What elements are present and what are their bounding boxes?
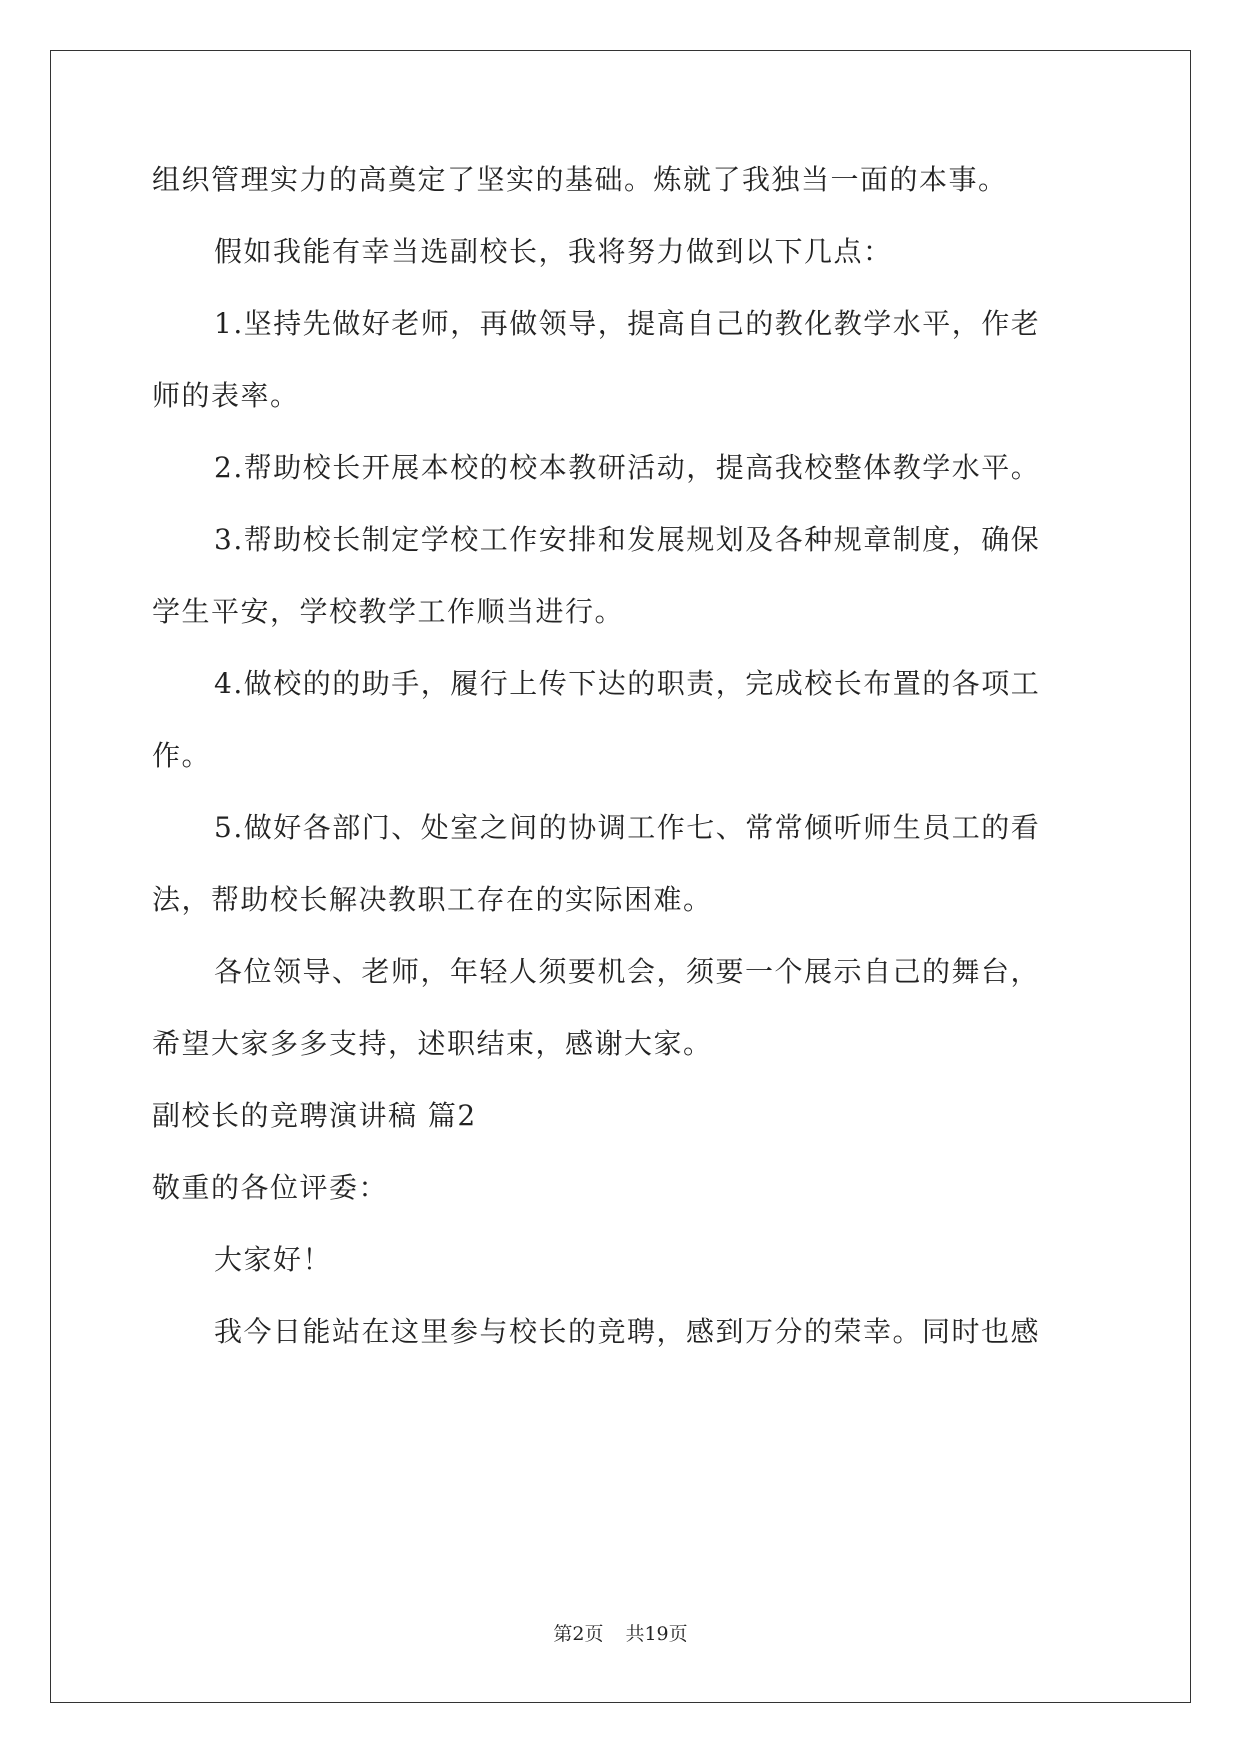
section-heading: 副校长的竞聘演讲稿 篇2 — [152, 1099, 477, 1132]
text-line: 组织管理实力的高奠定了坚实的基础。炼就了我独当一面的本事。 — [152, 163, 1008, 196]
text-line: 法，帮助校长解决教职工存在的实际困难。 — [152, 883, 713, 916]
greeting: 大家好！ — [214, 1243, 333, 1276]
page-border — [50, 50, 1191, 1703]
text-line: 4.做校的的助手，履行上传下达的职责，完成校长布置的各项工 — [214, 667, 1041, 700]
text-line: 作。 — [152, 739, 212, 772]
text-line: 5.做好各部门、处室之间的协调工作七、常常倾听师生员工的看 — [214, 811, 1041, 844]
salutation: 敬重的各位评委： — [152, 1171, 389, 1204]
text-line: 假如我能有幸当选副校长，我将努力做到以下几点： — [214, 235, 893, 268]
text-line: 希望大家多多支持，述职结束，感谢大家。 — [152, 1027, 713, 1060]
text-line: 我今日能站在这里参与校长的竞聘，感到万分的荣幸。同时也感 — [214, 1315, 1041, 1348]
current-page-number: 第2页 — [553, 1623, 604, 1645]
text-line: 1.坚持先做好老师，再做领导，提高自己的教化教学水平，作老 — [214, 307, 1041, 340]
text-line: 各位领导、老师，年轻人须要机会，须要一个展示自己的舞台， — [214, 955, 1041, 988]
text-line: 3.帮助校长制定学校工作安排和发展规划及各种规章制度，确保 — [214, 523, 1041, 556]
total-page-count: 共19页 — [625, 1623, 688, 1645]
text-line: 师的表率。 — [152, 379, 300, 412]
page-footer — [0, 1622, 1241, 1646]
text-line: 2.帮助校长开展本校的校本教研活动，提高我校整体教学水平。 — [214, 451, 1041, 484]
text-line: 学生平安，学校教学工作顺当进行。 — [152, 595, 625, 628]
